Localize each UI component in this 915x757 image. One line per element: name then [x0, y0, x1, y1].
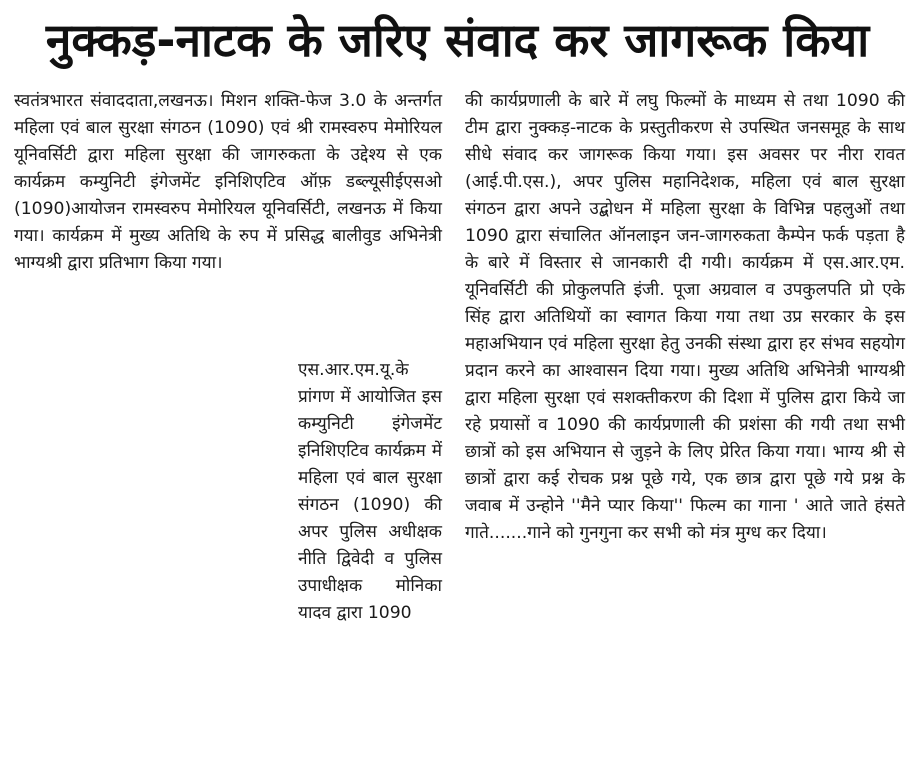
article-paragraph-srmu: एस.आर.एम.यू.के प्रांगण में आयोजित इस कम्युनिटी इंगेजमेंट इनिशिएटिव कार्यक्रम में महिला एवं बाल सुरक्षा संगठन (1090) की अपर पुलिस अधीक्षक नीति द्विवेदी व पुलिस उपाधीक्षक मोनिका यादव द्वारा 1090 — [298, 360, 442, 623]
article-column-left-narrow — [298, 357, 442, 627]
article-column-right — [465, 88, 905, 547]
article-paragraph-continued: की कार्यप्रणाली के बारे में लघु फिल्मों के माध्यम से तथा 1090 की टीम द्वारा नुक्कड़-नाटक के प्रस्तुतीकरण से उपस्थित जनसमूह के साथ सीधे संवाद कर जागरूक किया गया। इस अवसर पर नीरा रावत (आई.पी.एस.), अपर पुलिस महानिदेशक, महिला एवं बाल सुरक्षा संगठन द्वारा अपने उद्बोधन में महिला सुरक्षा के विभिन्न पहलुओं तथा 1090 द्वारा संचालित ऑनलाइन जन-जागरुकता कैम्पेन फर्क पड़ता है के बारे में विस्तार से जानकारी दी गयी। कार्यक्रम में एस.आर.एम. यूनिवर्सिटी की प्रोकुलपति इंजी. पूजा अग्रवाल व उपकुलपति प्रो एके सिंह द्वारा अतिथियों का स्वागत किया गया तथा उप्र सरकार के इस महाअभियान एवं महिला सुरक्षा हेतु उनकी संस्था द्वारा हर संभव सहयोग प्रदान करने का आश्वासन दिया गया। मुख्य अतिथि अभिनेत्री भाग्यश्री द्वारा महिला सुरक्षा एवं सशक्तीकरण की दिशा में पुलिस द्वारा किये जा रहे प्रयासों व 1090 की कार्यप्रणाली की प्रशंसा की गयी तथा सभी छात्रों को इस अभियान से जुड़ने के लिए प्रेरित किया गया। भाग्य श्री से छात्रों द्वारा कई रोचक प्रश्न पूछे गये, एक छात्र द्वारा पूछे गये प्रश्न के जवाब में उन्होने ''मैने प्यार किया'' फिल्म का गाना ' आते जाते हंसते गाते.......गाने को गुनगुना कर सभी को मंत्र मुग्ध कर दिया। — [465, 91, 905, 543]
article-paragraph-intro: स्वतंत्रभारत संवाददाता,लखनऊ। मिशन शक्ति-फेज 3.0 के अन्तर्गत महिला एवं बाल सुरक्षा संगठन (1090) एवं श्री रामस्वरुप मेमोरियल यूनिवर्सिटी द्वारा महिला सुरक्षा की जागरुकता के उद्देश्य से एक कार्यक्रम कम्युनिटी इंगेजमेंट इनिशिएटिव ऑफ़ डब्ल्यूसीईएसओ (1090)आयोजन रामस्वरुप मेमोरियल यूनिवर्सिटी, लखनऊ में किया गया। कार्यक्रम में मुख्य अतिथि के रुप में प्रसिद्ध बालीवुड अभिनेत्री भाग्यश्री द्वारा प्रतिभाग किया गया। — [14, 91, 442, 273]
headline: नुक्कड़-नाटक के जरिए संवाद कर जागरूक किया — [45, 13, 870, 67]
article-column-left-top — [14, 88, 442, 277]
